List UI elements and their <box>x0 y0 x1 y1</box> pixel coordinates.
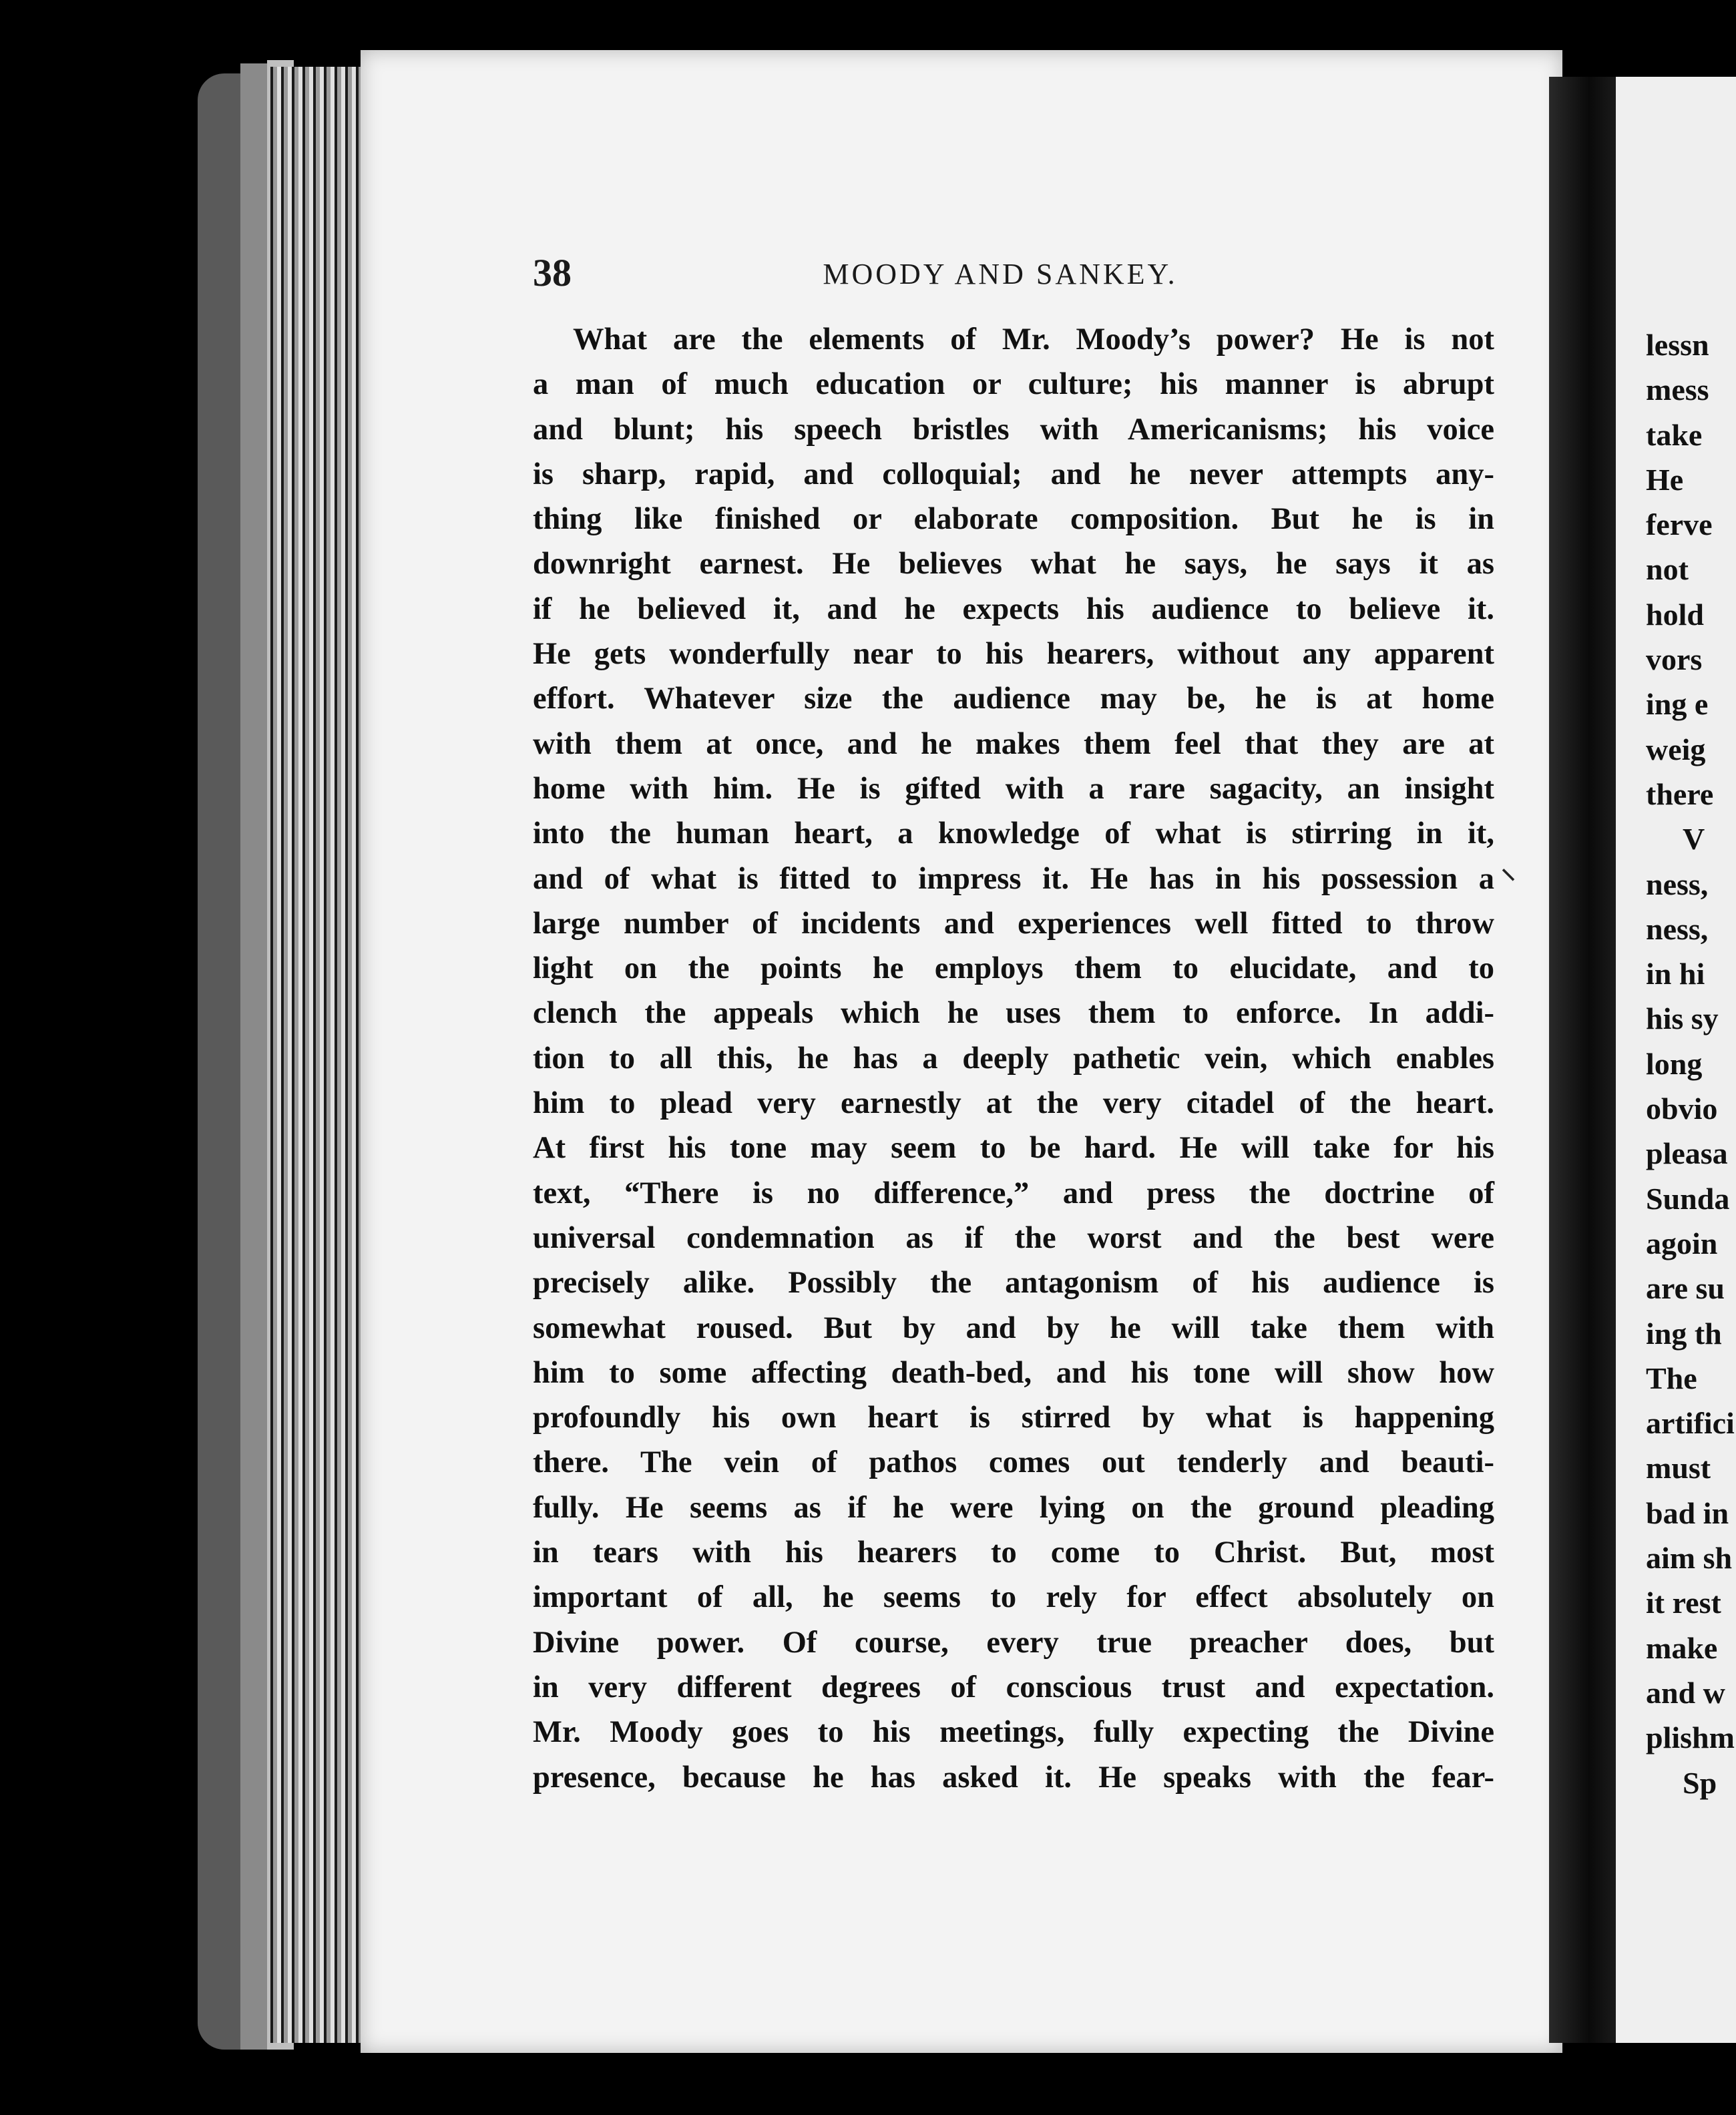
text-fragment: weig <box>1646 732 1706 766</box>
text-line: tion to all this, he has a deeply pathetic vein, which enables <box>533 1041 1494 1076</box>
right-page <box>1616 77 1736 2043</box>
text-line: and blunt; his speech bristles with Americanisms; his voice <box>533 412 1494 447</box>
text-fragment: plishm <box>1646 1720 1735 1755</box>
text-fragment: Sunda <box>1646 1181 1730 1216</box>
text-line: profoundly his own heart is stirred by what is happening <box>533 1401 1494 1435</box>
text-fragment: ness, <box>1646 911 1709 946</box>
right-page-text <box>1646 322 1736 1805</box>
text-line: somewhat roused. But by and by he will take them with <box>533 1311 1494 1345</box>
text-fragment: ing th <box>1646 1316 1722 1351</box>
text-line: home with him. He is gifted with a rare sagacity, an insight <box>533 771 1494 806</box>
text-line: clench the appeals which he uses them to enforce. In addi- <box>533 996 1494 1031</box>
text-line: with them at once, and he makes them feel that they are at <box>533 726 1494 761</box>
text-fragment: must <box>1646 1451 1711 1485</box>
text-line: there. The vein of pathos comes out tenderly and beauti- <box>533 1445 1494 1480</box>
text-line: downright earnest. He believes what he says, he says it as <box>533 547 1494 581</box>
text-line: At first his tone may seem to be hard. He will take for his <box>533 1131 1494 1166</box>
text-line: text, “There is no difference,” and press the doctrine of <box>533 1176 1494 1210</box>
text-line: presence, because he has asked it. He speaks with the fear- <box>533 1760 1494 1795</box>
text-line: light on the points he employs them to elucidate, and to <box>533 951 1494 986</box>
text-fragment: mess <box>1646 373 1709 407</box>
text-line: fully. He seems as if he were lying on the ground pleading <box>533 1490 1494 1525</box>
text-fragment: The <box>1646 1361 1697 1395</box>
text-fragment: and w <box>1646 1675 1725 1710</box>
text-fragment: obvio <box>1646 1092 1718 1126</box>
text-line: him to some affecting death-bed, and his tone will show how <box>533 1355 1494 1390</box>
stray-mark: ⸜ <box>1501 852 1516 885</box>
text-fragment: ness, <box>1646 867 1709 901</box>
body-text <box>533 317 1494 1800</box>
text-line: universal condemnation as if the worst and the best were <box>533 1220 1494 1255</box>
text-line: large number of incidents and experiences well fitted to throw <box>533 906 1494 941</box>
text-fragment: Sp <box>1683 1765 1717 1800</box>
text-fragment: hold <box>1646 597 1704 632</box>
text-fragment: not <box>1646 552 1689 587</box>
page-edges <box>270 67 361 2043</box>
text-fragment: his sy <box>1646 1001 1719 1036</box>
text-fragment: agoin <box>1646 1226 1718 1260</box>
text-line: precisely alike. Possibly the antagonism of his audience is <box>533 1266 1494 1301</box>
running-head: MOODY AND SANKEY. <box>823 258 1178 290</box>
text-fragment: aim sh <box>1646 1541 1733 1576</box>
text-line: in tears with his hearers to come to Christ. But, most <box>533 1536 1494 1570</box>
text-fragment: bad in <box>1646 1495 1729 1530</box>
text-line: a man of much education or culture; his manner is abrupt <box>533 367 1494 402</box>
text-fragment: He <box>1646 462 1684 497</box>
text-fragment: long <box>1646 1046 1703 1081</box>
book-gutter <box>1549 77 1616 2043</box>
text-fragment: ing e <box>1646 687 1709 722</box>
text-fragment: are su <box>1646 1271 1725 1306</box>
text-line: effort. Whatever size the audience may be, he is at home <box>533 682 1494 716</box>
text-fragment: artifici <box>1646 1406 1735 1441</box>
text-fragment: take <box>1646 417 1703 452</box>
text-line: What are the elements of Mr. Moody’s power? He is not <box>573 322 1494 357</box>
text-line: is sharp, rapid, and colloquial; and he never attempts any- <box>533 457 1494 491</box>
text-fragment: there <box>1646 776 1714 811</box>
text-fragment: ferve <box>1646 507 1713 542</box>
text-fragment: lessn <box>1646 328 1709 362</box>
text-line: him to plead very earnestly at the very citadel of the heart. <box>533 1086 1494 1121</box>
text-line: if he believed it, and he expects his audience to believe it. <box>533 592 1494 626</box>
page-number: 38 <box>533 251 572 294</box>
text-line: Mr. Moody goes to his meetings, fully expecting the Divine <box>533 1715 1494 1750</box>
text-fragment: vors <box>1646 642 1703 677</box>
text-fragment: it rest <box>1646 1586 1721 1620</box>
text-line: and of what is fitted to impress it. He has in his possession a <box>533 861 1494 896</box>
text-line: in very different degrees of conscious trust and expectation. <box>533 1670 1494 1704</box>
text-line: He gets wonderfully near to his hearers, without any apparent <box>533 637 1494 672</box>
text-fragment: pleasa <box>1646 1136 1728 1171</box>
text-line: Divine power. Of course, every true preacher does, but <box>533 1625 1494 1660</box>
text-fragment: V <box>1683 822 1705 857</box>
text-line: thing like finished or elaborate composition. But he is in <box>533 502 1494 537</box>
text-fragment: make <box>1646 1630 1718 1665</box>
left-page <box>361 50 1562 2053</box>
text-fragment: in hi <box>1646 957 1705 991</box>
text-line: important of all, he seems to rely for effect absolutely on <box>533 1580 1494 1615</box>
text-line: into the human heart, a knowledge of what is stirring in it, <box>533 816 1494 851</box>
